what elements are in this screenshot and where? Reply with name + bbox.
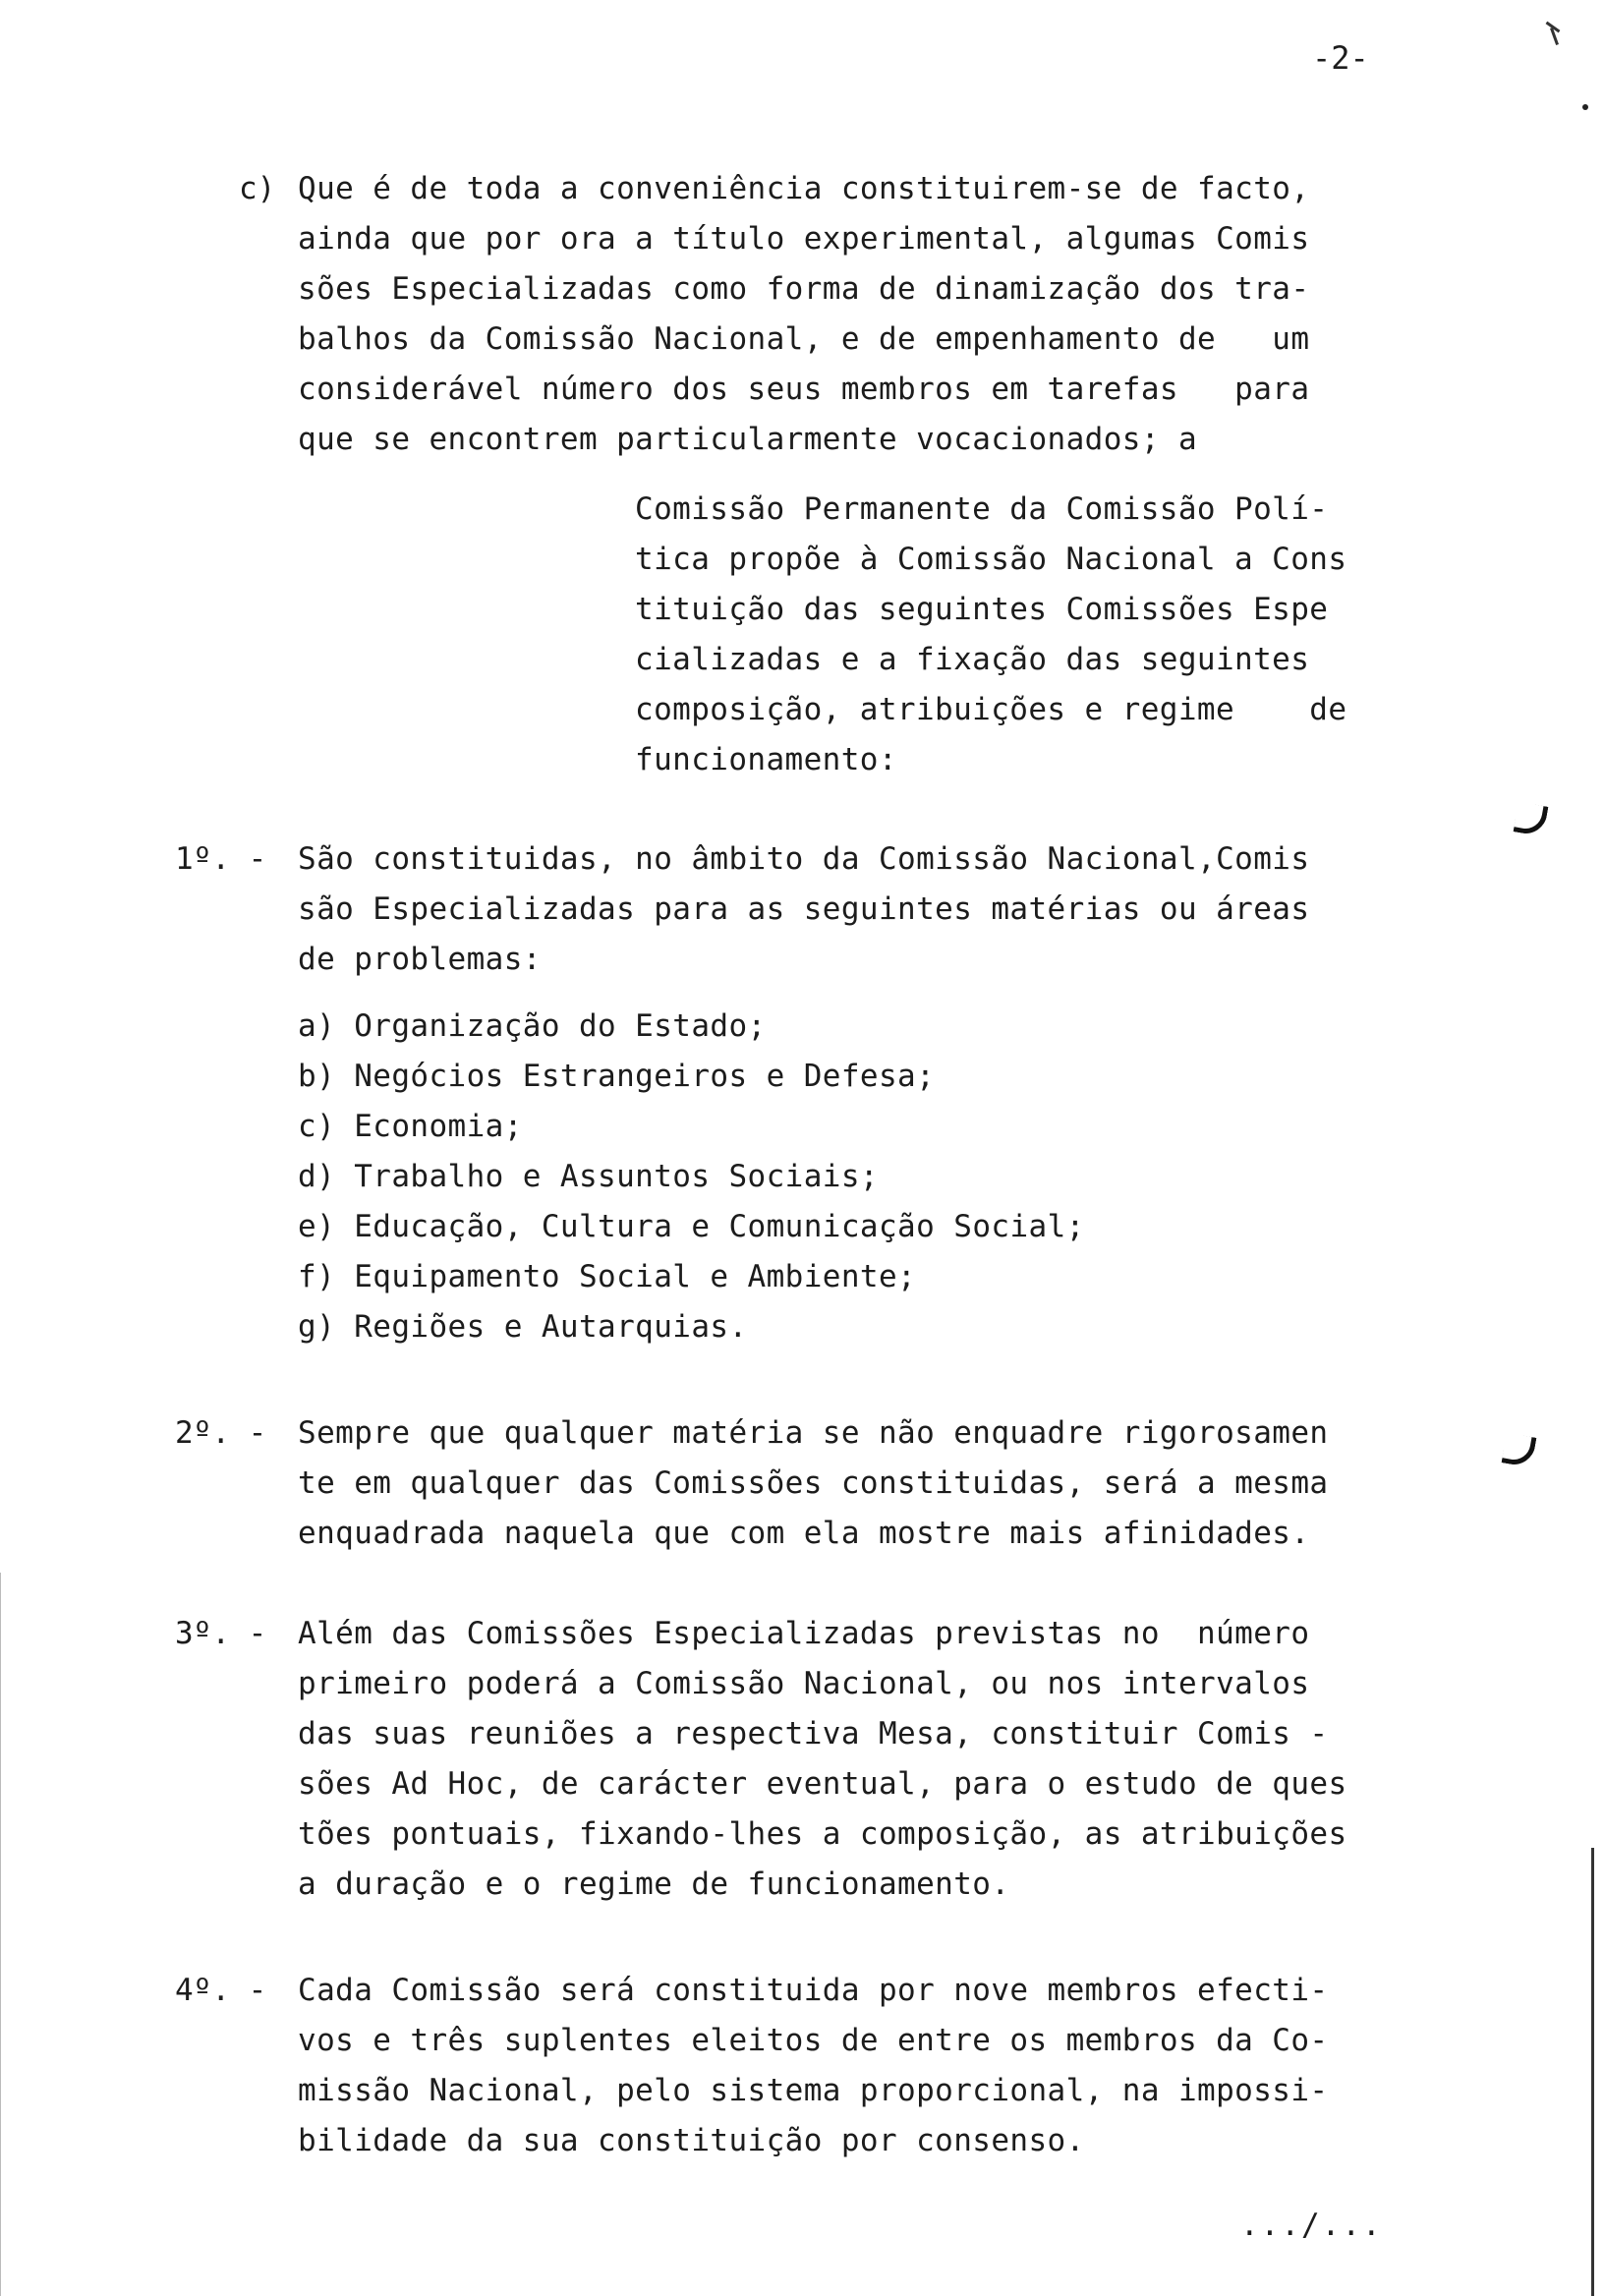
text-line: Além das Comissões Especializadas previstas no número [298, 1616, 1310, 1651]
text-line: sões Especializadas como forma de dinamização dos tra- [298, 271, 1310, 307]
page-number: -2- [1312, 39, 1369, 77]
list-item: b) Negócios Estrangeiros e Defesa; [298, 1059, 936, 1094]
item-4-paragraph [298, 1966, 1329, 2166]
text-line: das suas reuniões a respectiva Mesa, constituir Comis - [298, 1716, 1329, 1751]
continuation-mark: .../... [1240, 2208, 1383, 2243]
text-line: sões Ad Hoc, de carácter eventual, para o estudo de ques [298, 1766, 1347, 1802]
text-line: funcionamento: [635, 742, 897, 777]
text-line: a duração e o regime de funcionamento. [298, 1866, 1010, 1902]
text-line: cializadas e a fixação das seguintes [635, 642, 1310, 677]
text-line: são Especializadas para as seguintes matérias ou áreas [298, 891, 1310, 927]
list-item: c) Economia; [298, 1109, 523, 1144]
item-3-paragraph [298, 1609, 1347, 1910]
text-line: enquadrada naquela que com ela mostre mais afinidades. [298, 1516, 1310, 1551]
intro-paragraph [298, 164, 1309, 465]
text-line: de problemas: [298, 942, 542, 977]
text-line: tituição das seguintes Comissões Espe [635, 592, 1329, 627]
item-2-marker: 2º. - [175, 1415, 267, 1451]
list-item: e) Educação, Cultura e Comunicação Social; [298, 1209, 1085, 1244]
item-4-marker: 4º. - [175, 1973, 267, 2008]
text-line: ainda que por ora a título experimental, algumas Comis [298, 221, 1310, 257]
text-line: São constituidas, no âmbito da Comissão Nacional,Comis [298, 841, 1310, 877]
item-1-paragraph [298, 834, 1309, 985]
margin-check-mark [1502, 1433, 1537, 1468]
text-line: Sempre que qualquer matéria se não enquadre rigorosamen [298, 1415, 1329, 1451]
proposal-paragraph [635, 485, 1346, 785]
list-item: a) Organização do Estado; [298, 1008, 767, 1044]
text-line: primeiro poderá a Comissão Nacional, ou nos intervalos [298, 1666, 1310, 1701]
text-line: Que é de toda a conveniência constituirem-se de facto, [298, 171, 1310, 206]
item-3-marker: 3º. - [175, 1616, 267, 1651]
text-line: tões pontuais, fixando-lhes a composição, as atribuições [298, 1816, 1347, 1852]
text-line: missão Nacional, pelo sistema proporcional, na impossi- [298, 2073, 1329, 2108]
item-1-sublist [298, 1002, 1085, 1352]
text-line: Comissão Permanente da Comissão Polí- [635, 491, 1329, 527]
item-1-marker: 1º. - [175, 841, 267, 877]
list-item: g) Regiões e Autarquias. [298, 1309, 748, 1345]
speck [1582, 104, 1588, 110]
list-item: f) Equipamento Social e Ambiente; [298, 1259, 917, 1294]
text-line: tica propõe à Comissão Nacional a Cons [635, 542, 1347, 577]
text-line: bilidade da sua constituição por consenso. [298, 2123, 1085, 2158]
text-line: te em qualquer das Comissões constituidas, será a mesma [298, 1465, 1329, 1501]
item-2-paragraph [298, 1408, 1329, 1559]
intro-marker: c) [239, 171, 276, 206]
text-line: balhos da Comissão Nacional, e de empenhamento de um [298, 321, 1310, 357]
text-line: composição, atribuições e regime de [635, 692, 1347, 727]
text-line: que se encontrem particularmente vocacionados; a [298, 422, 1198, 457]
text-line: vos e três suplentes eleitos de entre os membros da Co- [298, 2023, 1329, 2058]
text-line: Cada Comissão será constituida por nove membros efecti- [298, 1973, 1329, 2008]
margin-check-mark [1514, 802, 1549, 837]
text-line: considerável número dos seus membros em tarefas para [298, 372, 1310, 407]
scan-edge-line [1591, 1848, 1594, 2296]
list-item: d) Trabalho e Assuntos Sociais; [298, 1159, 879, 1194]
scan-edge-line [0, 1573, 1, 2296]
